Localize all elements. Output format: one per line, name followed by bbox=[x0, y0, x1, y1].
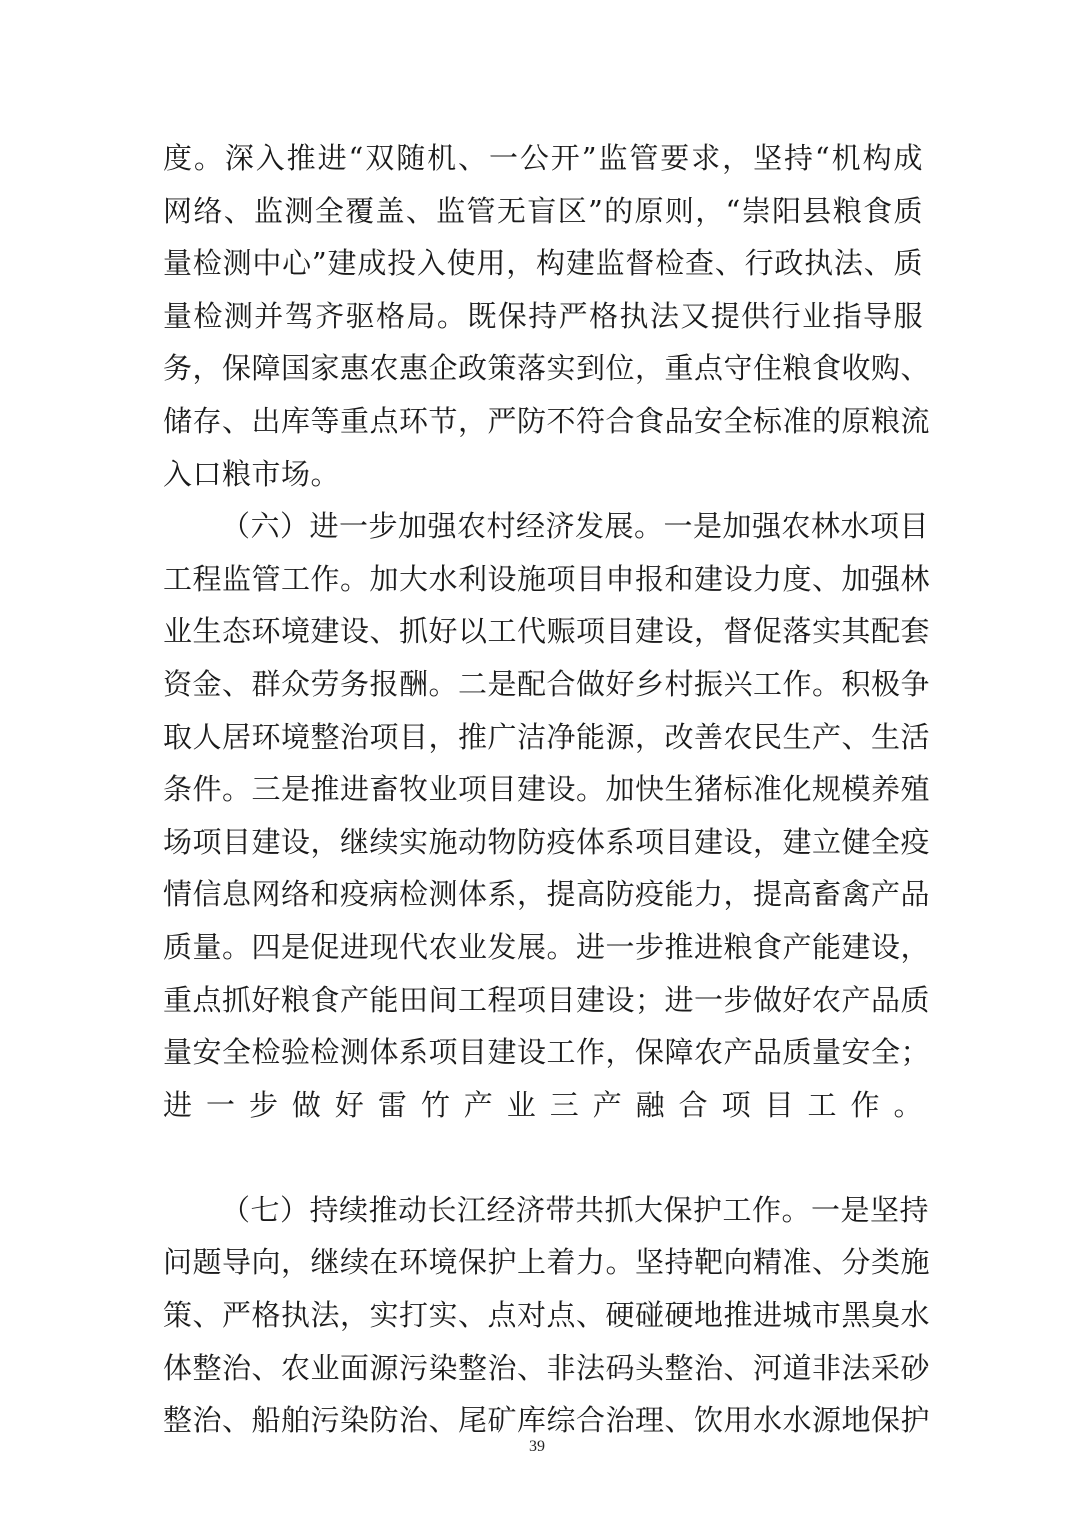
paragraph-section-6 bbox=[163, 500, 931, 1184]
text-line: 情信息网络和疫病检测体系，提高防疫能力，提高畜禽产品 bbox=[163, 877, 931, 912]
paragraph-section-7 bbox=[163, 1184, 931, 1447]
text-line: 量检测并驾齐驱格局。既保持严格执法又提供行业指导服 bbox=[163, 298, 923, 333]
section-heading-line: （六）进一步加强农村经济发展。一是加强农林水项目 bbox=[221, 509, 930, 544]
text-line: 储存、出库等重点环节，严防不符合食品安全标准的原粮流 bbox=[163, 403, 931, 438]
text-line: 场项目建设，继续实施动物防疫体系项目建设，建立健全疫 bbox=[163, 824, 931, 859]
text-line: 重点抓好粮食产能田间工程项目建设；进一步做好农产品质 bbox=[163, 982, 931, 1017]
paragraph bbox=[163, 132, 931, 500]
text-line: 取人居环境整治项目，推广洁净能源，改善农民生产、生活 bbox=[163, 719, 931, 754]
text-line: 业生态环境建设、抓好以工代赈项目建设，督促落实其配套 bbox=[163, 614, 931, 649]
text-line: 策、严格执法，实打实、点对点、硬碰硬地推进城市黑臭水 bbox=[163, 1298, 931, 1333]
text-line: 进一步做好雷竹产业三产融合项目工作。 bbox=[163, 1087, 923, 1122]
text-line: 问题导向，继续在环境保护上着力。坚持靶向精准、分类施 bbox=[163, 1245, 931, 1280]
text-line: 质量。四是促进现代农业发展。进一步推进粮食产能建设， bbox=[163, 929, 931, 964]
page-number: 39 bbox=[529, 1438, 545, 1455]
text-line: 网络、监测全覆盖、监管无盲区”的原则，“崇阳县粮食质 bbox=[163, 193, 923, 228]
text-line: 度。深入推进“双随机、一公开”监管要求，坚持“机构成 bbox=[163, 141, 923, 175]
text-line: 资金、群众劳务报酬。二是配合做好乡村振兴工作。积极争 bbox=[163, 666, 931, 701]
body-text bbox=[163, 132, 931, 1447]
text-line: 条件。三是推进畜牧业项目建设。加快生猪标准化规模养殖 bbox=[163, 772, 931, 807]
section-heading-line: （七）持续推动长江经济带共抓大保护工作。一是坚持 bbox=[221, 1192, 930, 1227]
text-line: 工程监管工作。加大水利设施项目申报和建设力度、加强林 bbox=[163, 561, 931, 596]
text-line: 务，保障国家惠农惠企政策落实到位，重点守住粮食收购、 bbox=[163, 351, 931, 386]
text-line: 量安全检验检测体系项目建设工作，保障农产品质量安全； bbox=[163, 1035, 931, 1070]
text-line: 体整治、农业面源污染整治、非法码头整治、河道非法采砂 bbox=[163, 1350, 931, 1385]
text-line bbox=[163, 1131, 923, 1184]
text-line: 入口粮市场。 bbox=[163, 456, 341, 491]
text-line: 量检测中心”建成投入使用，构建监督检查、行政执法、质 bbox=[163, 246, 923, 281]
text-line: 整治、船舶污染防治、尾矿库综合治理、饮用水水源地保护 bbox=[163, 1403, 931, 1438]
